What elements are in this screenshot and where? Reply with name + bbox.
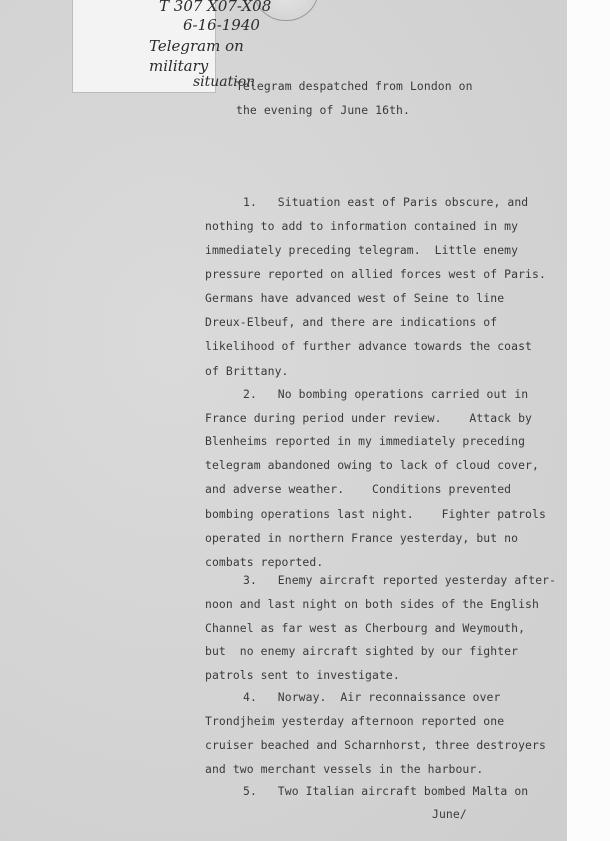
body-line: 5. Two Italian aircraft bombed Malta on [243, 784, 529, 798]
body-line: patrols sent to investigate. [205, 668, 400, 682]
body-line: immediately preceding telegram. Little enemy [205, 243, 519, 257]
annotation-date: 6-16-1940 [183, 16, 260, 34]
body-line: and adverse weather. Conditions prevented [205, 482, 512, 496]
annotation-subject-3: situation [193, 74, 256, 90]
body-line: 3. Enemy aircraft reported yesterday after- [243, 573, 557, 587]
archive-annotation-label [72, 0, 272, 93]
document-heading-line-2: the evening of June 16th. [236, 103, 410, 117]
body-line: Dreux-Elbeuf, and there are indications of [205, 315, 498, 329]
document-heading-line-1: Telegram despatched from London on [236, 79, 473, 93]
body-line: 4. Norway. Air reconnaissance over [243, 690, 501, 704]
annotation-subject-1: Telegram on [149, 37, 244, 55]
body-line: combats reported. [205, 555, 324, 569]
body-line: 2. No bombing operations carried out in [243, 387, 529, 401]
body-line: cruiser beached and Scharnhorst, three destroyers [205, 738, 546, 752]
body-line: nothing to add to information contained in my [205, 219, 519, 233]
body-line: Blenheims reported in my immediately preceding [205, 434, 526, 448]
annotation-reference: T 307 X07-X08 [159, 0, 272, 15]
body-line: of Brittany. [205, 364, 289, 378]
body-line: Trondjheim yesterday afternoon reported one [205, 714, 505, 728]
body-line: operated in northern France yesterday, but no [205, 531, 519, 545]
page-margin [567, 0, 610, 841]
body-line: noon and last night on both sides of the English [205, 597, 539, 611]
body-line: pressure reported on allied forces west of Paris. [205, 267, 546, 281]
body-line: telegram abandoned owing to lack of cloud cover, [205, 458, 539, 472]
body-line: France during period under review. Attack by [205, 411, 533, 425]
annotation-subject-2: military [149, 57, 209, 75]
body-line: bombing operations last night. Fighter patrols [205, 507, 546, 521]
body-line: likelihood of further advance towards the coast [205, 339, 533, 353]
body-line: and two merchant vessels in the harbour. [205, 762, 484, 776]
body-line: Channel as far west as Cherbourg and Weymouth, [205, 621, 526, 635]
body-line: 1. Situation east of Paris obscure, and [243, 195, 529, 209]
body-line: Germans have advanced west of Seine to line [205, 291, 505, 305]
continuation-catchword: June/ [432, 807, 467, 821]
body-line: but no enemy aircraft sighted by our fighter [205, 644, 519, 658]
